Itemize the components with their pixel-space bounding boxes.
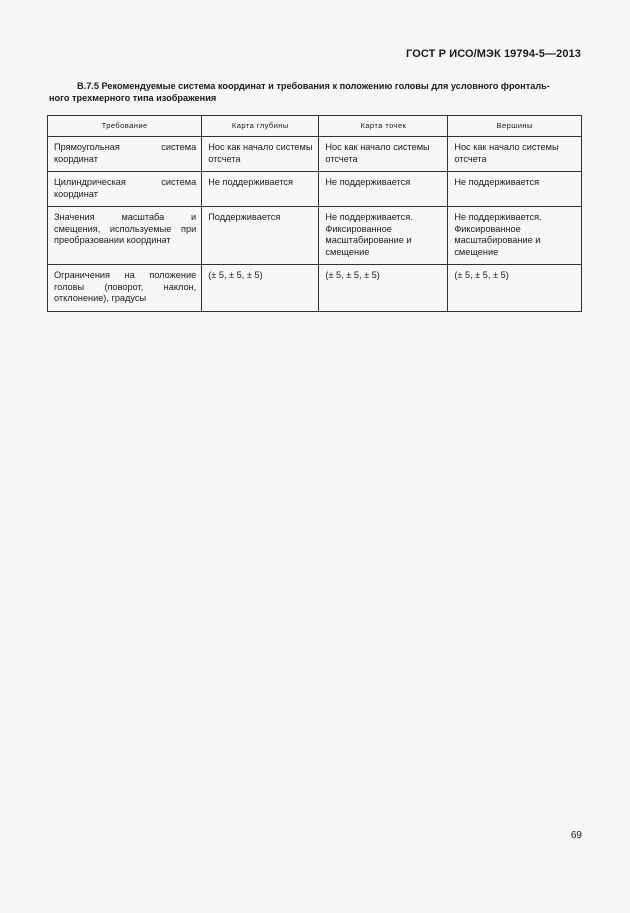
table-cell: Не поддерживается: [319, 172, 448, 207]
column-header-vertices: Вершины: [448, 116, 582, 137]
section-title: [49, 80, 583, 104]
table-cell: Нос как начало системы отсчета: [448, 137, 582, 172]
table-cell: Не поддерживается. Фиксированное масштабирование и смещение: [319, 207, 448, 265]
table-cell: Не поддерживается: [202, 172, 319, 207]
column-header-point-map: Карта точек: [319, 116, 448, 137]
table-cell: Нос как начало системы отсчета: [319, 137, 448, 172]
table-row: [48, 207, 582, 265]
column-header-requirement: Требование: [48, 116, 202, 137]
table-cell: Не поддерживается: [448, 172, 582, 207]
table-cell: Значения масштаба и смещения, используемые при преобразовании координат: [48, 207, 202, 265]
table-cell: (± 5, ± 5, ± 5): [202, 265, 319, 312]
table-row: [48, 265, 582, 312]
requirements-table: [47, 115, 582, 312]
table-cell: Ограничения на положение головы (поворот, наклон, отклонение), градусы: [48, 265, 202, 312]
table-cell: Не поддерживается. Фиксированное масштабирование и смещение: [448, 207, 582, 265]
table-cell: Поддерживается: [202, 207, 319, 265]
table-cell: Нос как начало системы отсчета: [202, 137, 319, 172]
section-title-line-1: В.7.5 Рекомендуемые система координат и требования к положению головы для условного фронталь-: [77, 81, 550, 91]
table-cell: Прямоугольная система координат: [48, 137, 202, 172]
table-cell: Цилиндрическая система координат: [48, 172, 202, 207]
document-header: ГОСТ Р ИСО/МЭК 19794-5—2013: [406, 48, 581, 60]
column-header-depth-map: Карта глубины: [202, 116, 319, 137]
table-cell: (± 5, ± 5, ± 5): [448, 265, 582, 312]
table-row: [48, 172, 582, 207]
table-header-row: [48, 116, 582, 137]
table-row: [48, 137, 582, 172]
section-title-line-2: ного трехмерного типа изображения: [49, 93, 217, 103]
table-cell: (± 5, ± 5, ± 5): [319, 265, 448, 312]
page-number: 69: [570, 830, 582, 841]
